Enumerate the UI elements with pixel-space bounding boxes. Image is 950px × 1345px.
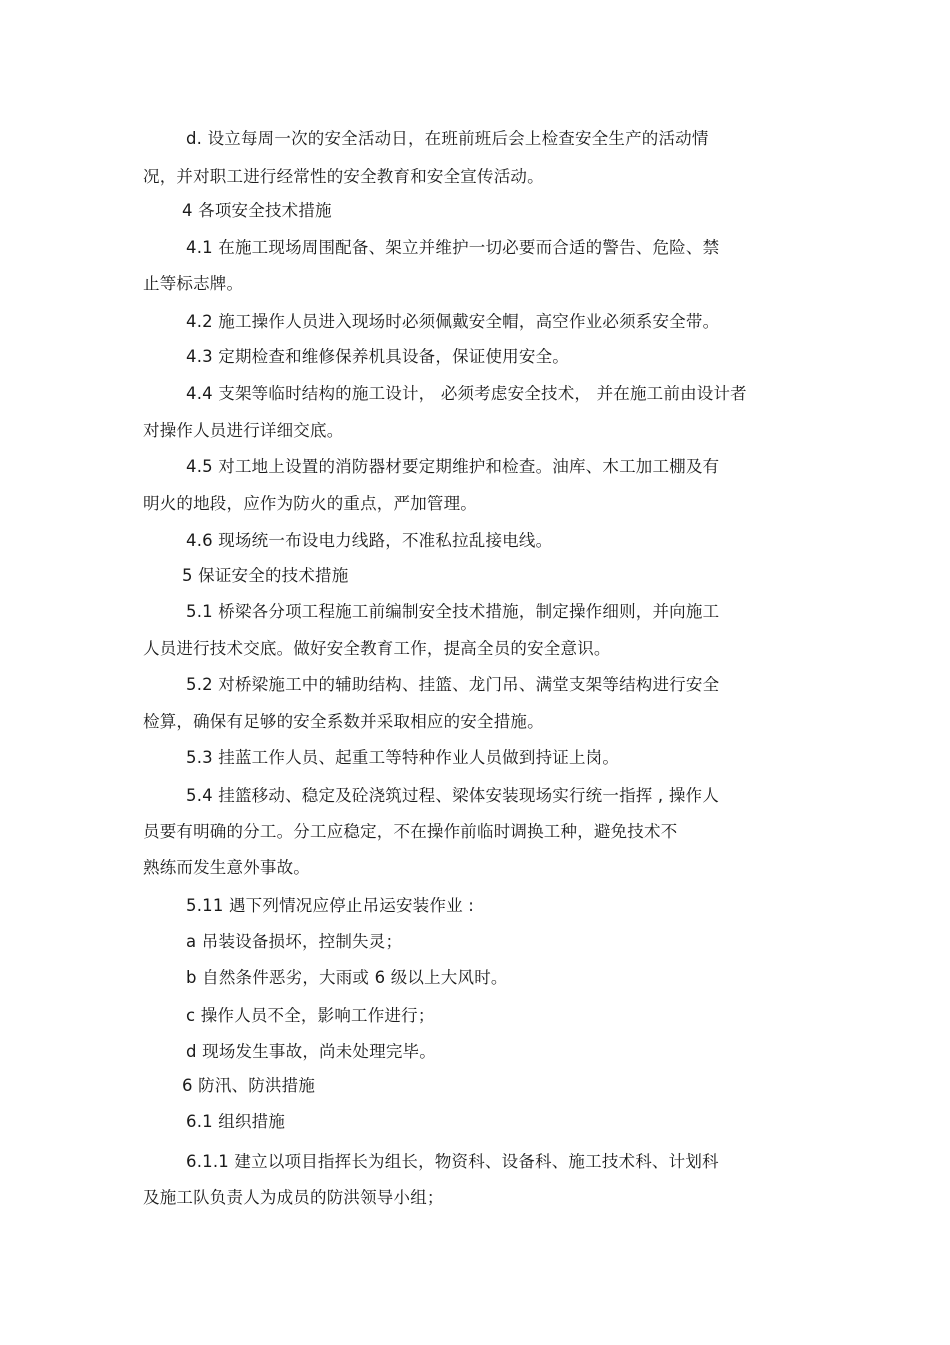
text-line: 5.11 遇下列情况应停止吊运安装作业 : <box>186 896 474 915</box>
text-line: 4.1 在施工现场周围配备、架立并维护一切必要而合适的警告、危险、禁 <box>186 238 720 257</box>
text-line: 熟练而发生意外事故。 <box>143 858 310 877</box>
list-item: b 自然条件恶劣，大雨或 6 级以上大风时。 <box>186 968 508 987</box>
text-line: 员要有明确的分工。分工应稳定，不在操作前临时调换工种，避免技术不 <box>143 822 678 841</box>
text-line: 4.2 施工操作人员进入现场时必须佩戴安全帽，高空作业必须系安全带。 <box>186 312 720 331</box>
text-line: d. 设立每周一次的安全活动日，在班前班后会上检查安全生产的活动情 <box>186 129 709 148</box>
section-heading: 5 保证安全的技术措施 <box>182 566 349 585</box>
text-line: 5.1 桥梁各分项工程施工前编制安全技术措施，制定操作细则，并向施工 <box>186 602 720 621</box>
text-line: 5.4 挂篮移动、稳定及砼浇筑过程、梁体安装现场实行统一指挥 , 操作人 <box>186 786 719 805</box>
text-line: 4.5 对工地上设置的消防器材要定期维护和检查。油库、木工加工棚及有 <box>186 457 720 476</box>
text-line: 明火的地段，应作为防火的重点，严加管理。 <box>143 494 477 513</box>
text-line: 4.3 定期检查和维修保养机具设备，保证使用安全。 <box>186 347 569 366</box>
text-line: 况，并对职工进行经常性的安全教育和安全宣传活动。 <box>143 167 544 186</box>
text-line: 止等标志牌。 <box>143 274 244 293</box>
text-line: 人员进行技术交底。做好安全教育工作，提高全员的安全意识。 <box>143 639 611 658</box>
list-item: d 现场发生事故，尚未处理完毕。 <box>186 1042 436 1061</box>
text-line: 对操作人员进行详细交底。 <box>143 421 344 440</box>
text-line: 5.3 挂蓝工作人员、起重工等特种作业人员做到持证上岗。 <box>186 748 620 767</box>
section-heading: 4 各项安全技术措施 <box>182 201 332 220</box>
text-line: 及施工队负责人为成员的防洪领导小组； <box>143 1188 444 1207</box>
subsection-heading: 6.1 组织措施 <box>186 1112 286 1131</box>
text-line: 4.4 支架等临时结构的施工设计， 必须考虑安全技术， 并在施工前由设计者 <box>186 384 747 403</box>
text-line: 4.6 现场统一布设电力线路，不准私拉乱接电线。 <box>186 531 553 550</box>
text-line: 检算，确保有足够的安全系数并采取相应的安全措施。 <box>143 712 544 731</box>
text-line: 6.1.1 建立以项目指挥长为组长，物资科、设备科、施工技术科、计划科 <box>186 1152 719 1171</box>
text-line: 5.2 对桥梁施工中的辅助结构、挂篮、龙门吊、满堂支架等结构进行安全 <box>186 675 720 694</box>
list-item: c 操作人员不全，影响工作进行； <box>186 1006 435 1025</box>
section-heading: 6 防汛、防洪措施 <box>182 1076 316 1095</box>
list-item: a 吊装设备损坏，控制失灵； <box>186 932 403 951</box>
